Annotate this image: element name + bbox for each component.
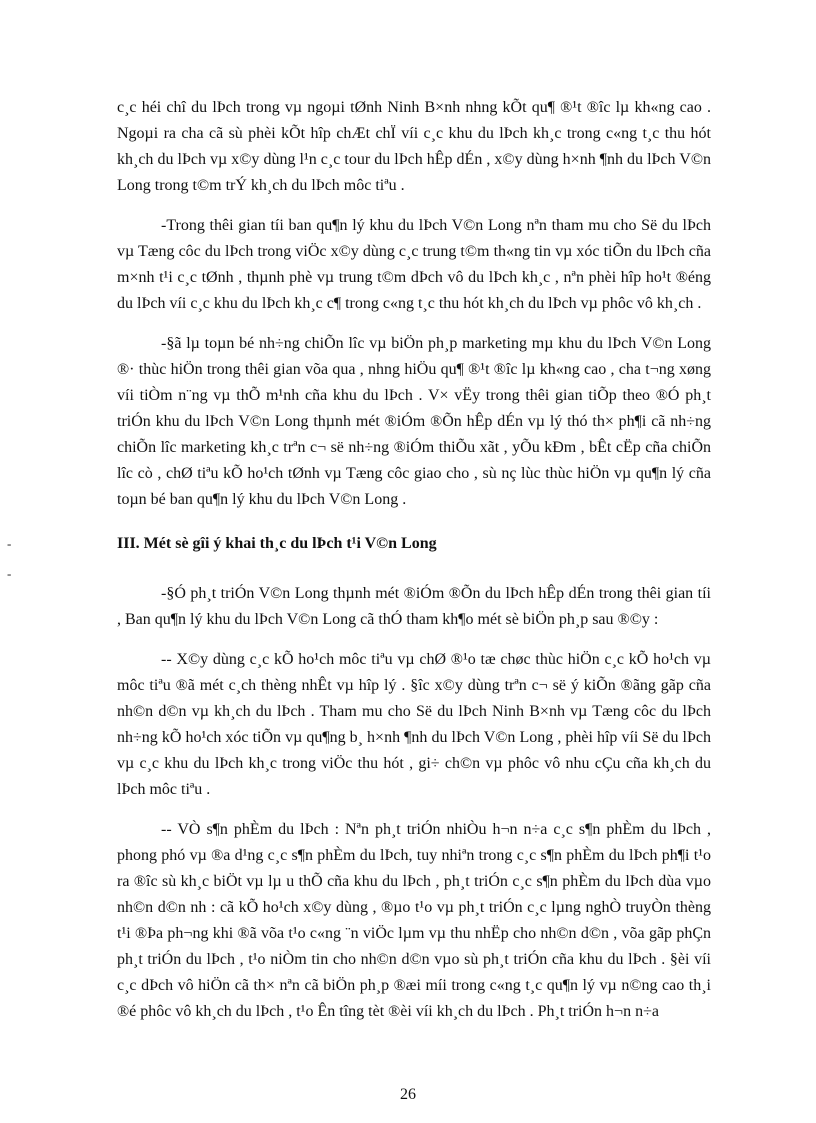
margin-mark-2: - — [7, 566, 12, 581]
margin-mark-1: - — [7, 536, 12, 551]
paragraph-products: -- VÒ s¶n phÈm du lÞch : Nªn ph¸t triÓn nhiÒu h¬n n÷a c¸c s¶n phÈm du lÞch , phong phó vµ ®a d¹ng c¸c s¶n phÈm du lÞch, tuy nhiªn trong c¸c s¶n phÈm du lÞch ph¶i t¹o ra ®îc sù kh¸c biÖt vµ lµ u thÕ cña khu du lÞch , ph¸t triÓn c¸c s¶n phÈm du lÞch dùa vµo nh©n d©n nh : cã kÕ ho¹ch x©y dùng , ®µo t¹o vµ ph¸t triÓn c¸c lµng nghÒ truyÒn thèng t¹i ®Þa ph¬ng khi ®ã võa t¹o c«ng ¨n viÖc lµm vµ thu nhËp cho nh©n d©n , võa gãp phÇn ph¸t triÓn du lÞch , t¹o niÒm tin cho nh©n d©n vµo sù ph¸t triÓn cña khu du lÞch . §èi víi c¸c dÞch vô hiÖn cã th× nªn cã biÖn ph¸p ®æi míi trong c«ng t¸c qu¶n lý vµ n©ng cao th¸i ®é phôc vô kh¸ch du lÞch , t¹o Ên tîng tèt ®èi víi kh¸ch du lÞch . Ph¸t triÓn h¬n n÷a — [117, 821, 711, 1020]
paragraph-continuation: c¸c héi chî du lÞch trong vµ ngoµi tØnh Ninh B×nh nhng kÕt qu¶ ®¹t ®îc lµ kh«ng cao . Ngoµi ra cha cã sù phèi kÕt hîp chÆt chÏ víi c¸c khu du lÞch kh¸c trong c«ng t¸c thu hót kh¸ch du lÞch vµ x©y dùng l¹n c¸c tour du lÞch hÊp dÉn , x©y dùng h×nh ¶nh du lÞch V©n Long trong t©m trÝ kh¸ch du lÞch môc tiªu . — [117, 99, 711, 194]
paragraph-recommendation: -Trong thêi gian tíi ban qu¶n lý khu du lÞch V©n Long nªn tham mu cho Së du lÞch vµ Tæng côc du lÞch trong viÖc x©y dùng c¸c trung t©m th«ng tin vµ xóc tiÕn du lÞch cña m×nh t¹i c¸c tØnh , thµnh phè vµ trung t©m dÞch vô du lÞch kh¸c , nªn phèi hîp ho¹t ®éng du lÞch víi c¸c khu du lÞch kh¸c c¶ trong c«ng t¸c thu hót kh¸ch du lÞch vµ phôc vô kh¸ch . — [117, 217, 711, 312]
page-number: 26 — [400, 1086, 416, 1103]
paragraph-intro: -§Ó ph¸t triÓn V©n Long thµnh mét ®iÓm ®Õn du lÞch hÊp dÉn trong thêi gian tíi , Ban qu¶n lý khu du lÞch V©n Long cã thÓ tham kh¶o mét sè biÖn ph¸p sau ®©y : — [117, 585, 711, 628]
paragraph-summary: -§ã lµ toµn bé nh÷ng chiÕn lîc vµ biÖn ph¸p marketing mµ khu du lÞch V©n Long ®· thùc hiÖn trong thêi gian võa qua , nhng hiÖu qu¶ ®¹t ®îc lµ kh«ng cao , cha t¬ng xøng víi tiÒm n¨ng vµ thÕ m¹nh cña khu du lÞch . V× vËy trong thêi gian tiÕp theo ®Ó ph¸t triÓn khu du lÞch V©n Long thµnh mét ®iÓm ®Õn hÊp dÉn vµ lý thó th× ph¶i cã nh÷ng chiÕn lîc marketing kh¸c trªn c¬ së nh÷ng ®iÓm thiÕu xãt , yÕu kÐm , bÊt cËp cña chiÕn lîc cò , chØ tiªu kÕ ho¹ch tØnh vµ Tæng côc giao cho , sù nç lùc thùc hiÖn vµ qu¶n lý cña toµn bé ban qu¶n lý khu du lÞch V©n Long . — [117, 335, 711, 508]
paragraph-plan: -- X©y dùng c¸c kÕ ho¹ch môc tiªu vµ chØ ®¹o tæ chøc thùc hiÖn c¸c kÕ ho¹ch vµ môc tiªu ®ã mét c¸ch thèng nhÊt vµ hîp lý . §îc x©y dùng trªn c¬ së ý kiÕn ®ãng gãp cña nh©n d©n vµ kh¸ch du lÞch . Tham mu cho Së du lÞch Ninh B×nh vµ Tæng côc du lÞch nh÷ng kÕ ho¹ch xóc tiÕn vµ qu¶ng b¸ h×nh ¶nh du lÞch V©n Long , phèi hîp víi Së du lÞch vµ c¸c khu du lÞch kh¸c trong viÖc thu hót , gi÷ ch©n vµ phôc vô nhu cÇu cña kh¸ch du lÞch môc tiªu . — [117, 651, 711, 798]
section-heading: III. Mét sè gîi ý khai th¸c du lÞch t¹i V©n Long — [117, 535, 437, 552]
page-body — [117, 95, 711, 1039]
